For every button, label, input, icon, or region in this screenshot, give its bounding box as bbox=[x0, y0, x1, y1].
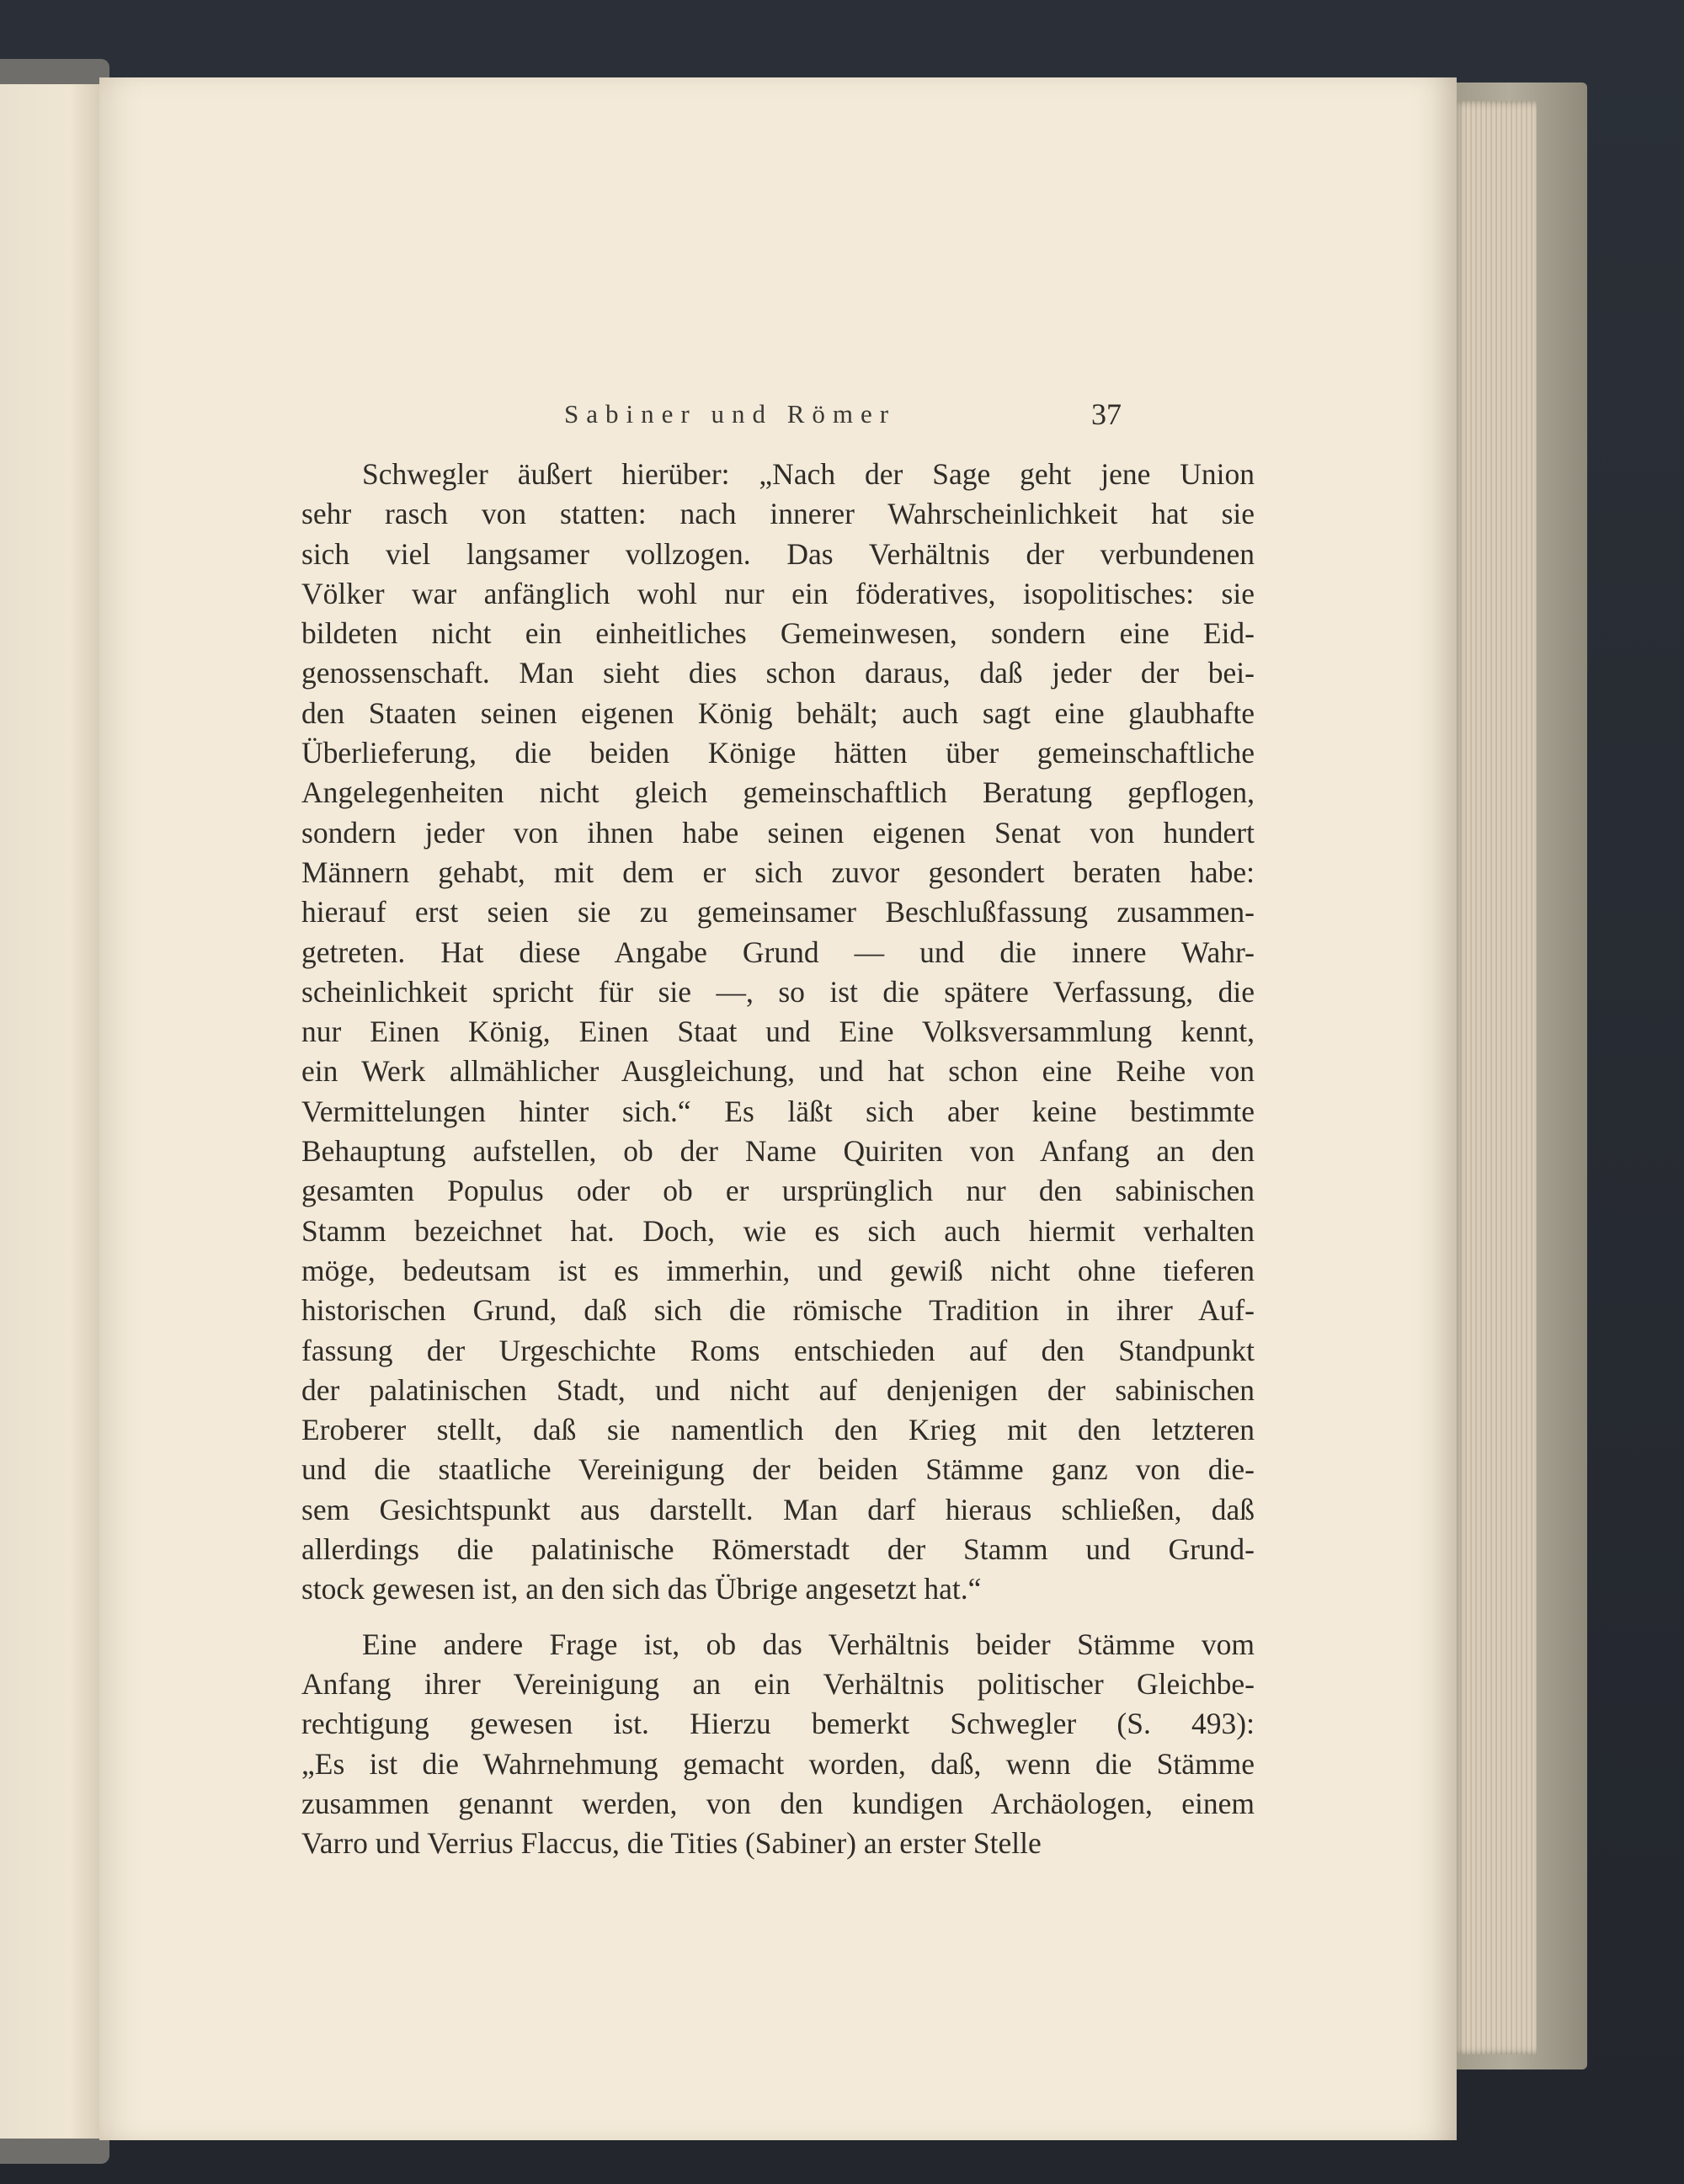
text-line: „Es ist die Wahrnehmung gemacht worden, daß, wenn die Stämme bbox=[301, 1746, 1255, 1781]
text-line: Stamm bezeichnet hat. Doch, wie es sich auch hiermit verhalten bbox=[301, 1213, 1255, 1248]
text-line: historischen Grund, daß sich die römische Tradition in ihrer Auf- bbox=[301, 1293, 1255, 1328]
text-line: stock gewesen ist, an den sich das Übrige angesetzt hat.“ bbox=[301, 1572, 982, 1606]
text-line: Völker war anfänglich wohl nur ein föderatives, isopolitisches: sie bbox=[301, 576, 1255, 610]
text-line: bildeten nicht ein einheitliches Gemeinwesen, sondern eine Eid- bbox=[301, 616, 1255, 651]
text-line: Varro und Verrius Flaccus, die Tities (Sabiner) an erster Stelle bbox=[301, 1826, 1042, 1861]
page-number: 37 bbox=[1091, 397, 1122, 431]
text-line: sich viel langsamer vollzogen. Das Verhältnis der verbundenen bbox=[301, 536, 1255, 571]
text-line: Angelegenheiten nicht gleich gemeinschaftlich Beratung gepflogen, bbox=[301, 775, 1255, 810]
text-line: zusammen genannt werden, von den kundigen Archäologen, einem bbox=[301, 1786, 1255, 1820]
text-line: fassung der Urgeschichte Roms entschieden auf den Standpunkt bbox=[301, 1333, 1255, 1367]
text-line: Schwegler äußert hierüber: „Nach der Sage geht jene Union bbox=[362, 457, 1255, 491]
text-line: Eine andere Frage ist, ob das Verhältnis beider Stämme vom bbox=[362, 1627, 1255, 1661]
text-line: Überlieferung, die beiden Könige hätten über gemeinschaftliche bbox=[301, 736, 1255, 770]
text-line: nur Einen König, Einen Staat und Eine Volksversammlung kennt, bbox=[301, 1015, 1255, 1049]
paragraph-2 bbox=[301, 1625, 1255, 1864]
text-line: Vermittelungen hinter sich.“ Es läßt sich aber keine bestimmte bbox=[301, 1094, 1255, 1128]
text-line: gesamten Populus oder ob er ursprünglich nur den sabinischen bbox=[301, 1174, 1255, 1208]
text-line: den Staaten seinen eigenen König behält; auch sagt eine glaubhafte bbox=[301, 695, 1255, 730]
text-line: der palatinischen Stadt, und nicht auf denjenigen der sabinischen bbox=[301, 1372, 1255, 1407]
page-edges bbox=[1452, 101, 1537, 2054]
text-line: Anfang ihrer Vereinigung an ein Verhältnis politischer Gleichbe- bbox=[301, 1666, 1255, 1701]
text-line: Männern gehabt, mit dem er sich zuvor gesondert beraten habe: bbox=[301, 855, 1255, 889]
text-line: sem Gesichtspunkt aus darstellt. Man darf hieraus schließen, daß bbox=[301, 1492, 1255, 1526]
text-line: genossenschaft. Man sieht dies schon daraus, daß jeder der bei- bbox=[301, 656, 1255, 690]
text-line: sehr rasch von statten: nach innerer Wahrscheinlichkeit hat sie bbox=[301, 497, 1255, 531]
paragraph-1 bbox=[301, 455, 1255, 1610]
body-text bbox=[301, 455, 1255, 1863]
running-title: Sabiner und Römer bbox=[564, 399, 897, 429]
text-line: allerdings die palatinische Römerstadt der Stamm und Grund- bbox=[301, 1532, 1255, 1567]
text-line: und die staatliche Vereinigung der beiden Stämme ganz von die- bbox=[301, 1452, 1255, 1487]
text-line: Behauptung aufstellen, ob der Name Quiriten von Anfang an den bbox=[301, 1134, 1255, 1169]
running-head bbox=[99, 397, 1457, 448]
text-line: Eroberer stellt, daß sie namentlich den Krieg mit den letzteren bbox=[301, 1413, 1255, 1447]
book-page bbox=[99, 77, 1457, 2140]
left-facing-page bbox=[0, 84, 99, 2139]
text-line: sondern jeder von ihnen habe seinen eigenen Senat von hundert bbox=[301, 815, 1255, 850]
text-line: rechtigung gewesen ist. Hierzu bemerkt Schwegler (S. 493): bbox=[301, 1707, 1255, 1741]
text-line: ein Werk allmählicher Ausgleichung, und hat schon eine Reihe von bbox=[301, 1054, 1255, 1089]
text-line: hierauf erst seien sie zu gemeinsamer Beschlußfassung zusammen- bbox=[301, 895, 1255, 930]
text-line: scheinlichkeit spricht für sie —, so ist die spätere Verfassung, die bbox=[301, 974, 1255, 1009]
text-line: getreten. Hat diese Angabe Grund — und die innere Wahr- bbox=[301, 935, 1255, 969]
text-line: möge, bedeutsam ist es immerhin, und gewiß nicht ohne tieferen bbox=[301, 1253, 1255, 1287]
